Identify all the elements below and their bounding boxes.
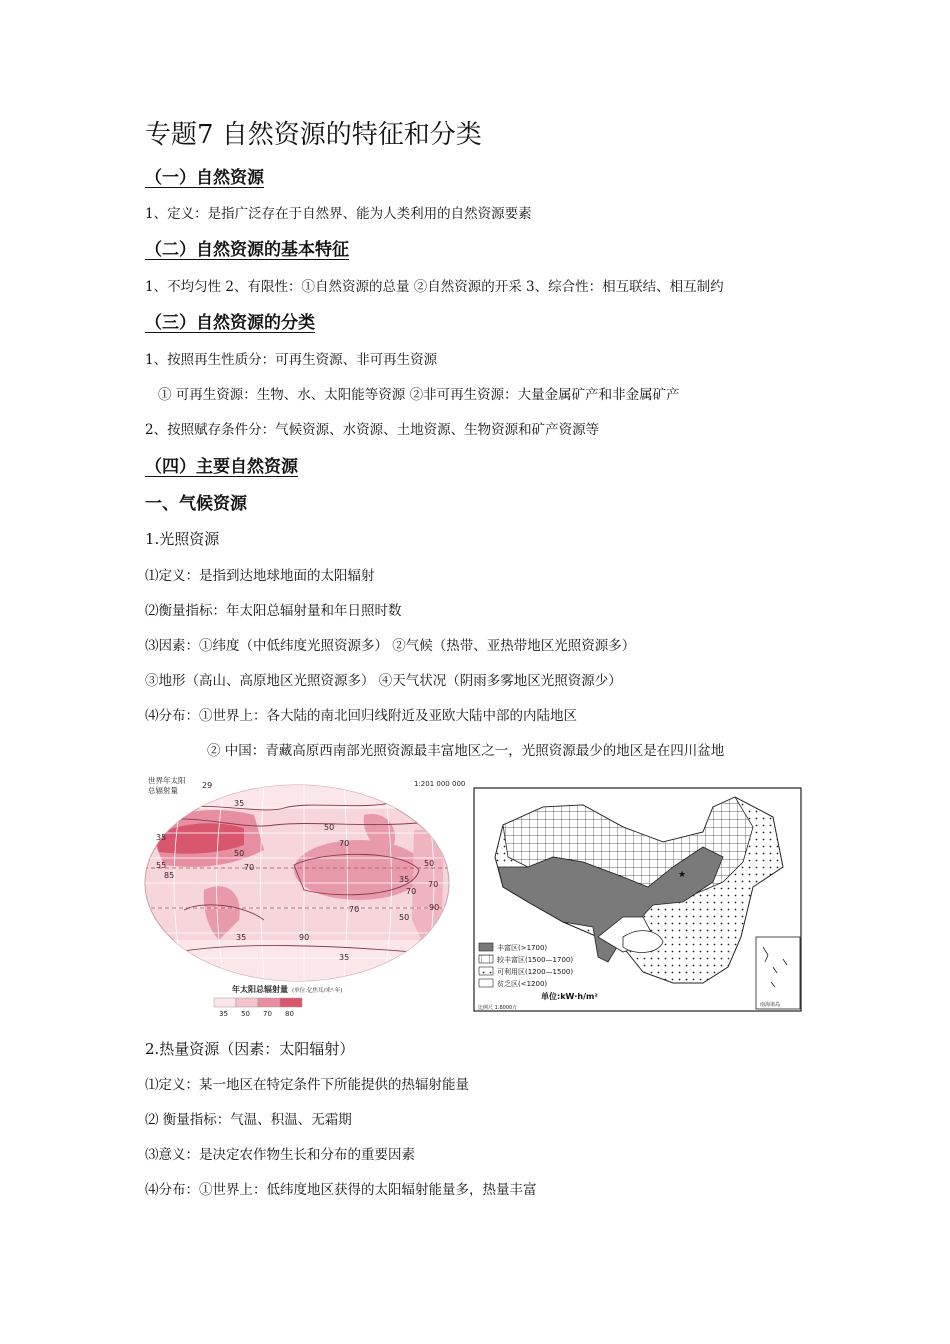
contour-label: 35: [156, 833, 167, 842]
contour-label: 90: [429, 903, 440, 912]
contour-label: 50: [324, 823, 335, 832]
contour-label: 70: [406, 887, 417, 896]
legend-value: 50: [241, 1010, 250, 1018]
contour-label: 70: [244, 863, 255, 872]
contour-label: 29: [202, 781, 213, 790]
contour-label: 90: [299, 933, 310, 942]
legend-label: 较丰富区(1500—1700): [497, 956, 574, 964]
light-factors-1: ⑶因素：①纬度（中低纬度光照资源多） ②气候（热带、亚热带地区光照资源多）: [145, 638, 636, 654]
heat-measure: ⑵ 衡量指标：气温、积温、无霜期: [145, 1112, 352, 1128]
contour-label: 85: [164, 871, 175, 880]
contour-label: 50: [399, 913, 410, 922]
legend-swatch-dots: [479, 967, 493, 975]
legend-label: 丰富区(>1700): [497, 944, 548, 952]
classification-paragraph-1: 1、按照再生性质分：可再生资源、非可再生资源: [145, 352, 438, 368]
world-map-legend-unit: (单位:亿焦耳/米²·年): [292, 988, 343, 994]
legend-value: 35: [219, 1010, 228, 1018]
legend-swatch: [258, 998, 280, 1007]
contour-label: 35: [399, 875, 410, 884]
china-solar-energy-map: [473, 787, 803, 1013]
world-solar-radiation-map: [144, 770, 470, 1020]
legend-value: 80: [285, 1010, 294, 1018]
contour-label: 70: [428, 880, 439, 889]
contour-label: 70: [349, 905, 360, 914]
heat-definition: ⑴定义：某一地区在特定条件下所能提供的热辐射能量: [145, 1077, 469, 1093]
legend-swatch: [236, 998, 258, 1007]
world-map-title-line1: 世界年太阳: [148, 776, 186, 785]
world-map-title-line2: 总辐射量: [148, 786, 178, 795]
beijing-star-icon: ★: [678, 870, 687, 880]
light-distribution-world: ⑷分布：①世界上：各大陆的南北回归线附近及亚欧大陆中部的内陆地区: [145, 708, 577, 724]
contour-label: 35: [234, 799, 245, 808]
features-paragraph: 1、不均匀性 2、有限性：①自然资源的总量 ②自然资源的开采 3、综合性：相互联结、相互制约: [145, 279, 724, 295]
definition-paragraph: 1、定义：是指广泛存在于自然界、能为人类利用的自然资源要素: [145, 206, 532, 222]
legend-label: 贫乏区(<1200): [497, 980, 548, 988]
contour-label: 50: [234, 849, 245, 858]
contour-label: 50: [424, 859, 435, 868]
light-measure: ⑵衡量指标：年太阳总辐射量和年日照时数: [145, 603, 402, 619]
heat-distribution-world: ⑷分布：①世界上：低纬度地区获得的太阳辐射能量多，热量丰富: [145, 1182, 537, 1198]
legend-swatch: [214, 998, 236, 1007]
legend-swatch: [280, 998, 302, 1007]
legend-value: 70: [263, 1010, 272, 1018]
legend-swatch-grid: [479, 955, 493, 963]
contour-label: 35: [339, 953, 350, 962]
light-factors-2: ③地形（高山、高原地区光照资源多） ④天气状况（阴雨多雾地区光照资源少）: [145, 673, 622, 689]
section-heading-main-resources: （四）主要自然资源: [145, 457, 298, 477]
page-title: 专题7 自然资源的特征和分类: [145, 120, 482, 150]
classification-paragraph-2: ① 可再生资源：生物、水、太阳能等资源 ②非可再生资源：大量金属矿产和非金属矿产: [158, 387, 680, 403]
section-heading-basic-features: （二）自然资源的基本特征: [145, 240, 349, 260]
heat-resources-heading: 2.热量资源（因素：太阳辐射）: [145, 1040, 355, 1058]
light-definition: ⑴定义：是指到达地球地面的太阳辐射: [145, 568, 375, 584]
world-map-scale: 1:201 000 000: [414, 780, 466, 788]
contour-label: 35: [236, 933, 247, 942]
subsection-heading-climate: 一、气候资源: [145, 494, 247, 514]
contour-label: 70: [339, 839, 350, 848]
classification-paragraph-3: 2、按照赋存条件分：气候资源、水资源、土地资源、生物资源和矿产资源等: [145, 422, 600, 438]
legend-swatch-solid: [479, 943, 493, 951]
legend-swatch-blank: [479, 979, 493, 987]
section-heading-classification: （三）自然资源的分类: [145, 313, 315, 333]
legend-label: 可利用区(1200—1500): [497, 968, 574, 976]
china-map-unit: 单位:kW·h/m²: [541, 992, 598, 1001]
heat-significance: ⑶意义：是决定农作物生长和分布的重要因素: [145, 1147, 415, 1163]
contour-label: 55: [156, 861, 167, 870]
light-resources-heading: 1.光照资源: [145, 530, 220, 548]
section-heading-natural-resources: （一）自然资源: [145, 168, 264, 188]
china-map-inset-label: 南海诸岛: [760, 1002, 781, 1008]
light-distribution-china: ② 中国：青藏高原西南部光照资源最丰富地区之一，光照资源最少的地区是在四川盆地: [207, 743, 725, 759]
world-map-legend-title: 年太阳总辐射量: [232, 985, 288, 994]
china-map-scale: 比例尺 1:8000万: [478, 1005, 518, 1011]
